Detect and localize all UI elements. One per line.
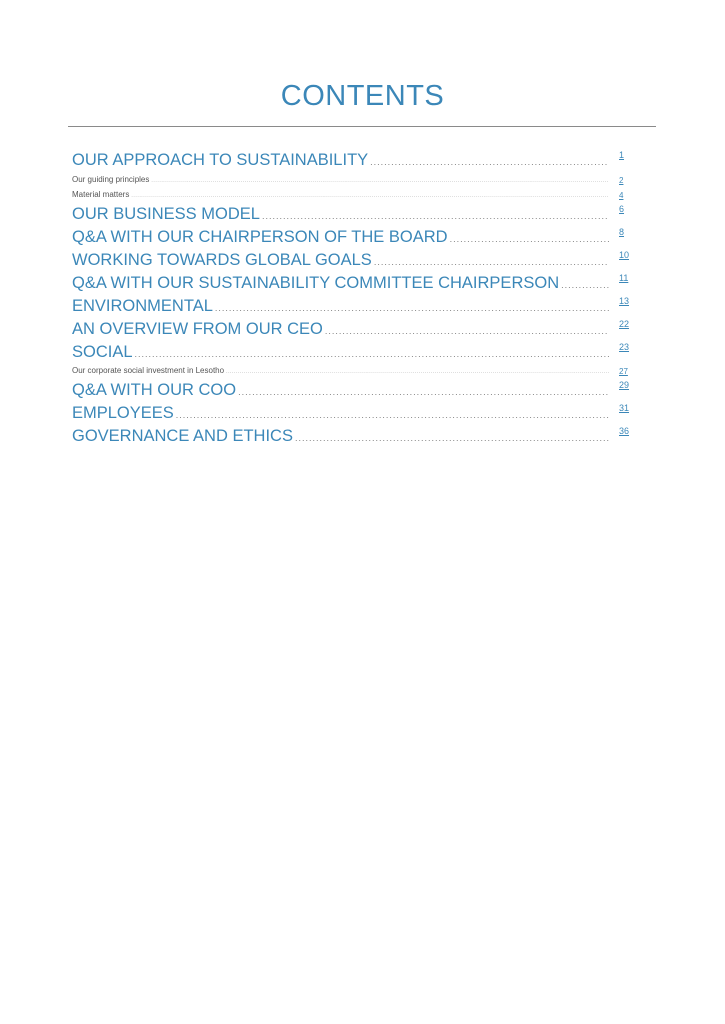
toc-page-link[interactable]: 29 bbox=[619, 380, 630, 390]
dot-leader bbox=[238, 384, 609, 400]
toc-page-link[interactable]: 36 bbox=[619, 426, 630, 436]
toc-entry[interactable] bbox=[72, 273, 632, 293]
toc-entry[interactable] bbox=[72, 319, 632, 339]
dot-leader bbox=[131, 192, 609, 200]
toc-entry-label: EMPLOYEES bbox=[72, 404, 174, 422]
toc-entry[interactable] bbox=[72, 150, 632, 170]
toc-entry[interactable] bbox=[72, 296, 632, 316]
toc-page-link[interactable]: 4 bbox=[619, 191, 624, 200]
toc-entry[interactable] bbox=[72, 342, 632, 362]
toc-page-link[interactable]: 11 bbox=[619, 273, 629, 283]
toc-entry[interactable] bbox=[72, 204, 632, 224]
toc-entry[interactable] bbox=[72, 227, 632, 247]
dot-leader bbox=[226, 368, 609, 376]
dot-leader bbox=[176, 407, 609, 423]
toc-entry-label: Q&A WITH OUR SUSTAINABILITY COMMITTEE CHAIRPERSON bbox=[72, 274, 560, 292]
toc-entry[interactable] bbox=[72, 250, 632, 270]
toc-subentry-label: Material matters bbox=[72, 190, 130, 199]
toc-page-link[interactable]: 10 bbox=[619, 250, 630, 260]
dot-leader bbox=[325, 323, 609, 339]
dot-leader bbox=[262, 208, 609, 224]
dot-leader bbox=[135, 346, 609, 362]
toc-page-link[interactable]: 2 bbox=[619, 176, 624, 185]
toc-page-link[interactable]: 27 bbox=[619, 367, 628, 376]
dot-leader bbox=[151, 177, 609, 185]
toc-entry-label: ENVIRONMENTAL bbox=[72, 297, 213, 315]
toc-page-link[interactable]: 1 bbox=[619, 150, 625, 160]
dot-leader bbox=[561, 277, 609, 293]
dot-leader bbox=[215, 300, 609, 316]
dot-leader bbox=[370, 154, 609, 170]
toc-subentry[interactable] bbox=[72, 175, 632, 185]
toc-subentry-label: Our guiding principles bbox=[72, 175, 150, 184]
toc-entry[interactable] bbox=[72, 403, 632, 423]
toc-entry-label: Q&A WITH OUR CHAIRPERSON OF THE BOARD bbox=[72, 228, 448, 246]
toc-page-link[interactable]: 8 bbox=[619, 227, 625, 237]
toc-entry-label: OUR APPROACH TO SUSTAINABILITY bbox=[72, 151, 369, 169]
toc-entry-label: SOCIAL bbox=[72, 343, 133, 361]
toc-entry-label: WORKING TOWARDS GLOBAL GOALS bbox=[72, 251, 372, 269]
page-title: CONTENTS bbox=[280, 80, 445, 112]
toc-subentry[interactable] bbox=[72, 366, 632, 376]
dot-leader bbox=[374, 254, 609, 270]
toc-entry-label: Q&A WITH OUR COO bbox=[72, 381, 237, 399]
toc-page-link[interactable]: 23 bbox=[619, 342, 630, 352]
toc-page-link[interactable]: 31 bbox=[619, 403, 630, 413]
toc-page-link[interactable]: 6 bbox=[619, 204, 625, 214]
toc-page-link[interactable]: 22 bbox=[619, 319, 630, 329]
toc-entry-label: GOVERNANCE AND ETHICS bbox=[72, 427, 293, 445]
toc-entry[interactable] bbox=[72, 380, 632, 400]
toc-subentry[interactable] bbox=[72, 190, 632, 200]
toc-entry[interactable] bbox=[72, 426, 632, 446]
toc-page-link[interactable]: 13 bbox=[619, 296, 630, 306]
toc-entry-label: OUR BUSINESS MODEL bbox=[72, 205, 260, 223]
toc-entry-label: AN OVERVIEW FROM OUR CEO bbox=[72, 320, 323, 338]
toc-subentry-label: Our corporate social investment in Lesotho bbox=[72, 366, 225, 375]
dot-leader bbox=[450, 231, 609, 247]
dot-leader bbox=[295, 430, 609, 446]
title-divider bbox=[68, 126, 656, 127]
